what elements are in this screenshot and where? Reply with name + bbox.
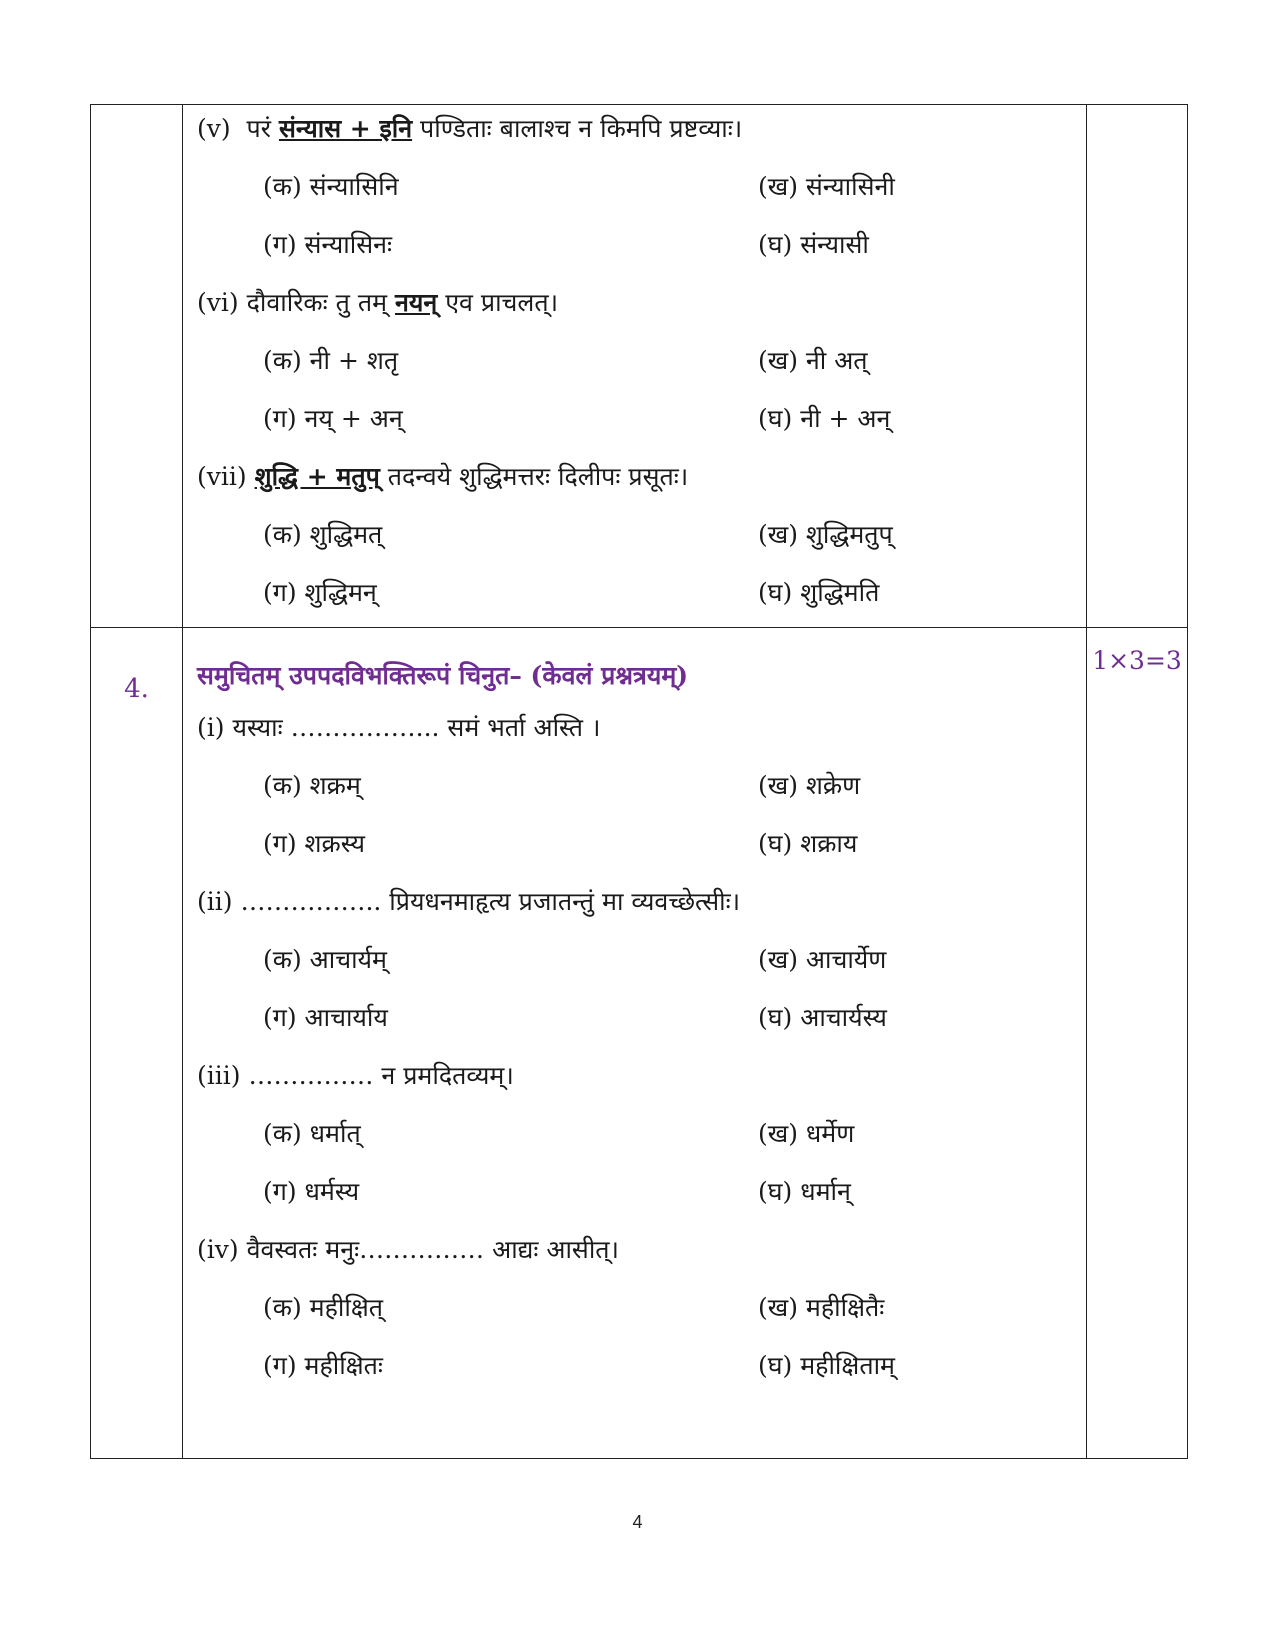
options-row [197,1342,1072,1400]
options-row [197,569,1072,627]
options-row [197,1284,1072,1342]
option-gha[interactable]: (घ) नी + अन् [758,404,891,433]
option-ga[interactable]: (ग) महीक्षितः [263,1351,383,1380]
option-ka[interactable]: (क) शुद्धिमत् [263,520,383,549]
question-stem [197,279,1072,337]
marks-value: 1×3=3 [1087,628,1188,1459]
options-row [197,1168,1072,1226]
highlighted-term: संन्यास + इनि [278,114,413,143]
option-kha[interactable]: (ख) शक्रेण [758,771,861,800]
stem-text: पण्डिताः बालाश्च न किमपि प्रष्टव्याः। [420,114,743,143]
highlighted-term: नयन् [394,288,438,317]
option-ka[interactable]: (क) नी + शतृ [263,346,399,375]
highlighted-term: शुद्धि + मतुप् [254,462,380,491]
stem-text: परं [246,114,271,143]
question-table [90,104,1188,1459]
marks-cell [1087,105,1188,628]
question-4-content [183,628,1087,1459]
option-ga[interactable]: (ग) धर्मस्य [263,1177,360,1206]
item-number: (vi) [197,288,239,317]
question-stem: (i) यस्याः ……………... समं भर्ता अस्ति । [197,713,601,742]
question-heading: समुचितम् उपपदविभक्तिरूपं चिनुत– (केवलं प्रश्नत्रयम्) [197,661,689,690]
question-stem [197,105,1072,163]
option-ka[interactable]: (क) आचार्यम् [263,945,388,974]
question-number: 4. [91,628,183,1459]
item-number: (vii) [197,462,247,491]
options-row [197,395,1072,453]
table-row [91,628,1188,1459]
option-gha[interactable]: (घ) धर्मान् [758,1177,851,1206]
option-ka[interactable]: (क) महीक्षित् [263,1293,384,1322]
option-ka[interactable]: (क) संन्यासिनि [263,172,399,201]
option-kha[interactable]: (ख) धर्मेण [758,1119,855,1148]
option-ga[interactable]: (ग) शुद्धिमन् [263,578,377,607]
options-row [197,820,1072,878]
options-row [197,1110,1072,1168]
option-ka[interactable]: (क) धर्मात् [263,1119,361,1148]
stem-text: एव प्राचलत्। [445,288,559,317]
stem-text: दौवारिकः तु तम् [246,288,388,317]
option-kha[interactable]: (ख) शुद्धिमतुप् [758,520,893,549]
option-gha[interactable]: (घ) शुद्धिमति [758,578,880,607]
question-stem: (ii) …………….. प्रियधनमाहृत्य प्रजातन्तुं मा व्यवच्छेत्सीः। [197,887,741,916]
option-kha[interactable]: (ख) आचार्येण [758,945,887,974]
page-number: 4 [632,1512,643,1532]
option-gha[interactable]: (घ) आचार्यस्य [758,1003,887,1032]
question-stem: (iv) वैवस्वतः मनुः…………… आद्यः आसीत्। [197,1235,620,1264]
option-gha[interactable]: (घ) संन्यासी [758,230,869,259]
question-3-continued-content [183,105,1087,628]
question-stem [197,453,1072,511]
options-row [197,994,1072,1052]
option-ga[interactable]: (ग) शक्रस्य [263,829,365,858]
option-ka[interactable]: (क) शक्रम् [263,771,361,800]
option-gha[interactable]: (घ) महीक्षिताम् [758,1351,896,1380]
table-row [91,105,1188,628]
options-row [197,762,1072,820]
option-kha[interactable]: (ख) संन्यासिनी [758,172,895,201]
option-kha[interactable]: (ख) नी अत् [758,346,868,375]
option-gha[interactable]: (घ) शक्राय [758,829,858,858]
question-stem: (iii) …………… न प्रमदितव्यम्। [197,1061,514,1090]
item-number: (v) [197,114,231,143]
question-number-cell [91,105,183,628]
option-ga[interactable]: (ग) आचार्याय [263,1003,388,1032]
options-row [197,936,1072,994]
option-ga[interactable]: (ग) नय् + अन् [263,404,403,433]
options-row [197,337,1072,395]
option-ga[interactable]: (ग) संन्यासिनः [263,230,393,259]
options-row [197,163,1072,221]
option-kha[interactable]: (ख) महीक्षितैः [758,1293,885,1322]
stem-text: तदन्वये शुद्धिमत्तरः दिलीपः प्रसूतः। [387,462,689,491]
options-row [197,511,1072,569]
options-row [197,221,1072,279]
